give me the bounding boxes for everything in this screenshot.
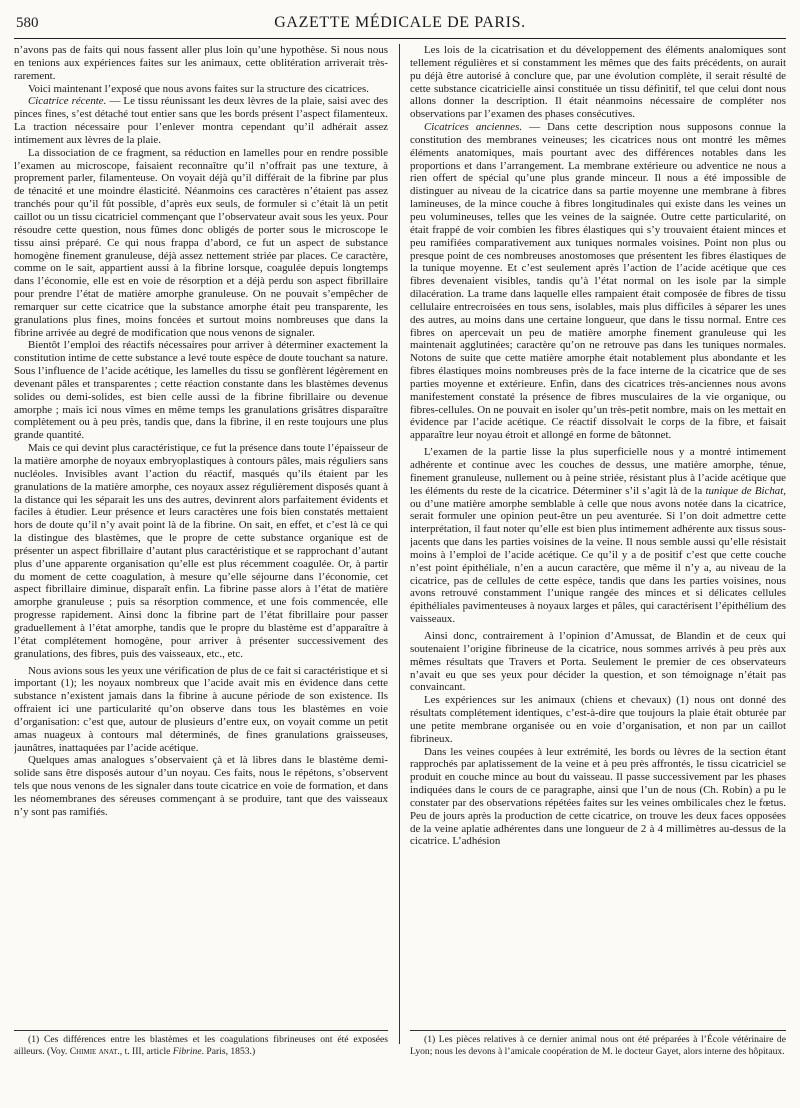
paragraph: n’avons pas de faits qui nous fassent aller plus loin qu’une hypothèse. Si nous nous en tenions aux expériences faites sur les animaux, cette oblitération arriverait très-rarement. (14, 44, 388, 82)
paragraph: Voici maintenant l’exposé que nous avons faites sur la structure des cicatrices. (28, 82, 369, 95)
text-columns (14, 44, 786, 1024)
running-header (14, 12, 786, 36)
footnote-rule-left (14, 1030, 388, 1031)
paragraph: La dissociation de ce fragment, sa réduction en lamelles pour en rendre possible l’examen au microscope, faisaient reconnaître qu’il n’offrait pas une texture, à proprement parler, filamenteuse. On voyait déjà qu’il différait de la fibrine par plus de ténacité et une moindre élasticité. Néanmoins ces caractères n’étaient pas assez tranchés pour qu’il fût possible, d’après eux seuls, de formuler si c’était là un petit caillot ou un tissu cicatriciel commençant que l’observateur avait sous les yeux. Pour résoudre cette question, nous fûmes donc obligés de porter sous le microscope le tissu ainsi préparé. Ce qui nous frappa d’abord, ce fut un aspect de substance homogène finement granuleuse, déjà assez nettement striée par places. Ce caractère, comme on le sait, appartient aussi à la fibrine lorsque, coagulée depuis longtemps dans l’économie, elle est en voie de résorption et a déjà perdu son aspect fibrillaire pour prendre l’état de matière amorphe granuleuse. On ne pouvait s’empêcher de remarquer sur cette cicatrice que la substance amorphe était peu transparente, les granulations plus fines, moins foncées et surtout moins nombreuses que dans la fibrine arrivée au degré de modification que nous venons de signaler. (14, 146, 388, 339)
right-column (410, 44, 786, 1024)
footnote-right (410, 1034, 786, 1057)
footnote-left (14, 1034, 388, 1057)
header-rule (14, 38, 786, 39)
footnote-ref: Chimie anat. (69, 1045, 120, 1057)
paragraph: Les lois de la cicatrisation et du développement des éléments analomiques sont tellement régulières et si constamment les mêmes que des faits précédents, on aurait pu déjà être autorisé à conclure que, par une évolution complète, il serait résulté de cette substance cicatricielle ainsi constituée un tissu définitif, tel que celui dont nous allons donner la description. Il était néanmoins nécessaire de compléter nos observations par l’examen des phases consécutives. (410, 44, 786, 121)
paragraph-text: — Le tissu réunissant les deux lèvres de la plaie, saisi avec des pinces fines, s’est détaché tout entier sans que les bords présent l’aspect filamenteux. La traction nécessaire pour l’enlever montra cependant qu’il adhérait assez intimement aux lèvres de la plaie. (14, 95, 388, 146)
paragraph-text: L’examen de la partie lisse la plus superficielle nous y a montré intimement adhérente et continue avec les couches de dessus, une matière amorphe, ténue, finement granuleuse, nullement ou à peine striée, résistant plus à l’acide acétique que les éléments du reste de la cicatrice. Déterminer s’il s’agit là de la (410, 446, 786, 497)
paragraph: Bientôt l’emploi des réactifs nécessaires pour arriver à déterminer exactement la constitution intime de cette substance a levé toute espèce de doute touchant sa nature. Sous l’influence de l’acide acétique, les lamelles du tissu se gonflèrent légèrement en devenant pâles et transparentes ; cette réaction constante dans les blastèmes devenus solides ou demi-solides, est bien celle aussi de la fibrine fibrillaire ou devenue amorphe ; mais ici nous vîmes en même temps les granulations grisâtres disparaître complètement ou à peu près, tandis que, dans la fibrine, il en reste toujours une plus grande quantité. (14, 339, 388, 442)
page-number: 580 (16, 15, 39, 31)
footnote-part: , t. III, article (119, 1045, 173, 1057)
italic-term: tunique de Bichat (705, 484, 784, 497)
column-separator (399, 44, 400, 1044)
footnote-rule-right (410, 1030, 786, 1031)
paragraph (410, 121, 786, 442)
paragraph (410, 446, 786, 626)
paragraph (14, 95, 388, 146)
paragraph: Nous avions sous les yeux une vérification de plus de ce fait si caractéristique et si important (1); les noyaux nombreux que l’acide avait mis en évidence dans cette substance n’existent jamais dans la fibrine à aucune période de son existence. Ils offraient ici une particularité qu’on observe dans tous les blastèmes en voie d’organisation: c’est que, autour de plusieurs d’entre eux, on voyait comme un petit amas nuageux à contours mal déterminés, de fines granulations graisseuses, jaunâtres, inattaquées par l’acide acétique. (14, 664, 388, 754)
paragraph: Ainsi donc, contrairement à l’opinion d’Amussat, de Blandin et de ceux qui soutenaient l’origine fibrineuse de la cicatrice, nous sommes arrivés à peu près aux mêmes résultats que Travers et Porta. Seulement le premier de ces observateurs n’avait eu que ses yeux pour décider la question, et son témoignage n’était pas convaincant. (410, 629, 786, 694)
footnote-text: (1) Les pièces relatives à ce dernier animal nous ont été préparées à l’École vétérinaire de Lyon; nous les devons à l’amicale coopération de M. le docteur Gayet, alors interne des hôpitaux. (410, 1034, 786, 1057)
section-heading: Cicatrices anciennes. (424, 121, 523, 134)
footnote-part: . Paris, 1853.) (201, 1045, 256, 1057)
left-column (14, 44, 388, 1024)
paragraph: Les expériences sur les animaux (chiens et chevaux) (1) nous ont donné des résultats complétement identiques, c’est-à-dire que toujours la plaie était obturée par une petite membrane organisée ou en voie d’organisation, et non par un caillot fibrineux. (410, 694, 786, 745)
section-heading: Cicatrice récente. (28, 95, 107, 108)
paragraph: Quelques amas analogues s’observaient çà et là libres dans le blastème demi-solide sans être disposés autour d’un noyau. Ces faits, nous le répétons, s’observent tels que nous venons de les signaler dans toute cicatrice en voie de formation, et dans les néomembranes des séreuses commençant à se produire, tant que des vaisseaux n’y sont pas ramifiés. (14, 754, 388, 818)
paragraph: Dans les veines coupées à leur extrémité, les bords ou lèvres de la section étant rapprochés par aplatissement de la veine et à peu près affrontés, le tissu cicatriciel se produit en couche mince au bout du vaisseau. Il passe successivement par les phases indiquées dans le cours de ce paragraphe, ainsi que l’un de nous (Ch. Robin) a pu le constater par des observations répétées faites sur les veines ombilicales chez le fœtus. Peu de jours après la production de cette cicatrice, on trouve les deux faces opposées de la veine aplatie adhérentes dans une longueur de 2 à 4 millimètres au-dessus de la cicatrice. L’adhésion (410, 745, 786, 848)
paragraph-text: , ou d’une matière amorphe semblable à celle que nous avons notée dans la cicatrice, serait formuler une opinion peut-être un peu aventurée. Si l’on doit admettre cette interprétation, il faut noter qu’elle est bien plus intimement adhérente aux tissus sous-jacents que dans les parties voisines de la veine. Il nous semble aussi qu’elle résistait moins à l’emploi de l’acide acétique. Ce qu’il y a de positif c’est que cette couche n’est point épithéliale, n’en a aucun caractère, que même il n’y a, au niveau de la cicatrice, pas de cellules de cette espèce, tandis que dans les parties voisines, nous avons retrouvé constamment l’unique rangée des minces et si délicates cellules épithéliales pavimenteuses à noyaux larges et pâles, qui caractérisent l’épithélium des vaisseaux. (410, 484, 786, 626)
paragraph-text: — Dans cette description nous supposons connue la constitution des membranes veineuses; les cicatrices nous ont montré les mêmes éléments anatomiques, mais pourtant avec des différences notables dans les proportions et dans l’arrangement. La membrane extérieure ou adventice ne nous a rien offert de spécial qu’une plus grande minceur. Il nous a été impossible de distinguer au niveau de la cicatrice dans sa partie moyenne une membrane à fibres lamineuses, de la mince couche à fibres longitudinales qui existe dans les veines un peu volumineuses, telles que les veines de la saignée. Outre cette particularité, on était frappé de voir combien les fibres élastiques qui s’y trouvaient étaient minces et peu ramifiées comparativement aux tuniques normales voisines. Point non plus ou presque point de ces nombreuses anostomoses que présentent les fibres élastiques de la tunique moyenne. Et c’est seulement après l’action de l’acide acétique que ces fibres devenaient visibles, tandis qu’à l’état normal on les isole par la simple dilacération. La trame dans laquelle elles rampaient était composée de fibres de tissu cellulaire entrecroisées en tous sens, isolables, mais plus difficiles à séparer les unes des autres, au moins dans une certaine longueur, que dans le tissu normal. Entre ces fibres on apercevait un peu de matière amorphe finement granuleuse qui les maintenait agglutinées; caractère qu’on ne retrouve pas dans les tuniques normales. Notons de suite que cette matière amorphe était notablement plus abondante et les fibres élastiques moins nombreuses près de la face interne de la cicatrice que de ses parties moyenne et extérieure. Enfin, dans des cicatrices très-anciennes nous avons manifestement constaté la présence de fibres musculaires de la vie organique, ou fibres-cellules. On ne pouvait en isoler qu’un très-petit nombre, mais on les mettait en évidence par l’acide acétique. Ce réactif dissolvait le corps de la fibre, et faisait apparaître leur noyau étroit et allongé en forme de bâtonnet. (410, 121, 786, 442)
footnote-ref: Fibrine (172, 1045, 202, 1057)
journal-title: GAZETTE MÉDICALE DE PARIS. (274, 14, 526, 31)
footnote-text (14, 1034, 388, 1057)
paragraph: Mais ce qui devint plus caractéristique, ce fut la présence dans toute l’épaisseur de la matière amorphe de noyaux embryoplastiques à contours pâles, mais réguliers sans nucléoles. Invisibles avant l’action du réactif, masqués qu’ils étaient par les granulations de la matière amorphe, ces noyaux assez régulièrement disposés quant à la distance qui les séparait les uns des autres, devinrent alors parfaitement évidents et faciles à étudier. Leur présence et leurs caractères une fois bien constatés mettaient hors de doute qu’il n’y avait point là de la fibrine. On sait, en effet, et c’est là ce qui la distingue des blastèmes, que le propre de cette substance organique est de présenter un aspect fibrillaire d’autant plus caractéristique et se rapprochant d’autant plus d’une apparente organisation qu’elle est plus récemment coagulée. Or, à partir du moment de cette coagulation, à mesure qu’elle séjourne dans l’économie, cet aspect fibrillaire diminue, disparaît enfin. La fibrine passe alors à l’état de matière amorphe granuleuse ; puis sa résorption commence, et une fois commencée, elle progresse rapidement. Ainsi donc la fibrine part de l’état fibrillaire pour passer graduellement à l’état amorphe, tandis que le propre du blastème est d’apparaître à l’état complétement homogène, pour arriver à présenter successivement des granulations, des fibres, puis des vaisseaux, etc., etc. (14, 442, 388, 660)
footnote-part: (1) Ces différences entre les blastèmes et les coagulations fibrineuses ont été exposées ailleurs. (Voy. (14, 1034, 388, 1057)
